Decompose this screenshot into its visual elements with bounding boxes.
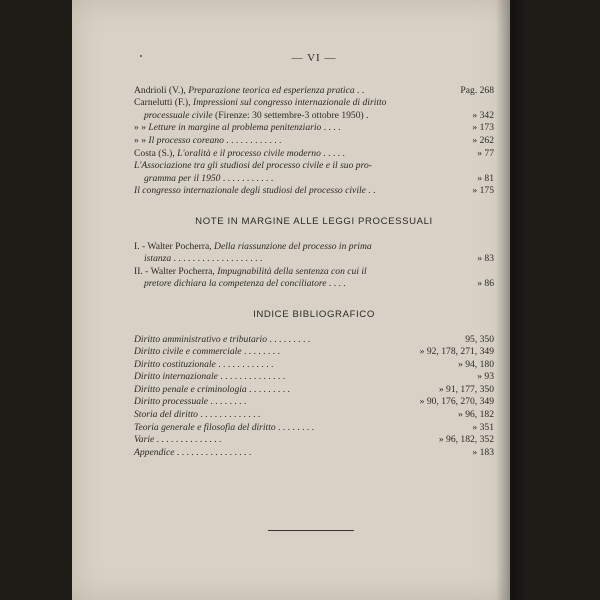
toc-title: L'oralità e il processo civile moderno — [177, 147, 321, 159]
toc-page-number: » 183 — [472, 446, 494, 458]
toc-line — [134, 447, 494, 460]
toc-page-number: » 342 — [472, 109, 494, 121]
toc-leader-dots: . . . . . . . . — [275, 421, 315, 433]
toc-title: Impugnabilità della sentenza con cui il — [217, 265, 367, 277]
toc-leader-dots: . . . . . . . . . . . . . . . . . . . — [171, 253, 263, 265]
toc-title: processuale civile — [144, 109, 213, 121]
toc-page-number: » 86 — [477, 278, 494, 290]
toc-page-number: » 175 — [472, 185, 494, 197]
toc-line — [134, 278, 494, 291]
toc-leader-dots: . . . . — [326, 278, 346, 290]
toc-author: II. - Walter Pocherra, — [134, 265, 218, 277]
toc-title: Storia del diritto — [134, 409, 198, 421]
section-title-notes: NOTE IN MARGINE ALLE LEGGI PROCESSUALI — [195, 215, 433, 227]
toc-title: Diritto processuale — [134, 396, 208, 408]
toc-leader-dots: . . . . . . . . . . . . . . — [154, 434, 222, 446]
toc-line — [134, 110, 494, 123]
toc-page-number: » 351 — [472, 421, 494, 433]
toc-line — [134, 346, 494, 359]
toc-page-number: » 173 — [472, 122, 494, 134]
toc-leader-dots: . . . . . . . . . — [267, 333, 311, 345]
toc-page-number: » 90, 176, 270, 349 — [419, 396, 494, 408]
toc-leader-dots: . . . . — [321, 122, 341, 134]
toc-title: Diritto internazionale — [134, 371, 218, 383]
toc-leader-dots: . . . . . . . . . . . — [220, 172, 274, 184]
notes-list — [134, 241, 494, 291]
toc-line — [134, 371, 494, 384]
toc-title: Della riassunzione del processo in prima — [214, 240, 372, 252]
toc-title: Letture in margine al problema penitenziario — [148, 122, 322, 134]
toc-title: Diritto penale e criminologia — [134, 383, 247, 395]
toc-author: Andrioli (V.), — [134, 84, 189, 96]
spine-shadow — [496, 0, 526, 600]
toc-leader-dots: . . . . . . . . — [208, 396, 247, 408]
toc-title: Teoria generale e filosofia del diritto — [134, 421, 276, 433]
toc-author: Carnelutti (F.), — [134, 97, 193, 109]
toc-extra: (Firenze: 30 settembre-3 ottobre 1950) — [212, 109, 364, 121]
toc-title: Appendice — [134, 446, 175, 458]
toc-title: Diritto civile e commerciale — [134, 346, 242, 358]
toc-leader-dots: . . — [354, 84, 365, 96]
toc-line — [134, 359, 494, 372]
toc-title: Preparazione teorica ed esperienza pratica — [188, 84, 355, 96]
toc-title: Diritto amministrativo e tributario — [134, 333, 267, 345]
toc-page-number: » 77 — [477, 147, 494, 159]
toc-leader-dots: . — [363, 109, 369, 121]
toc-line — [134, 148, 494, 161]
toc-page-number: » 91, 177, 350 — [438, 383, 494, 395]
biblio-list — [134, 334, 494, 460]
page-content — [134, 52, 494, 459]
toc-title: Il congresso internazionale degli studiosi del processo civile — [134, 185, 366, 197]
toc-line — [134, 122, 494, 135]
toc-line — [134, 97, 494, 110]
toc-line — [134, 422, 494, 435]
toc-title: Varie — [134, 434, 155, 446]
toc-author: » » — [134, 134, 149, 146]
toc-line — [134, 396, 494, 409]
page-folio: — VI — — [291, 52, 337, 64]
toc-line — [134, 185, 494, 198]
section-title-biblio: INDICE BIBLIOGRAFICO — [253, 308, 375, 320]
toc-page-number: » 94, 180 — [458, 358, 494, 370]
toc-leader-dots: . . . . . . . . . . . . . — [197, 409, 261, 421]
toc-line — [134, 384, 494, 397]
toc-leader-dots: . . . . . . . . . . . . — [223, 134, 282, 146]
toc-leader-dots: . . — [365, 185, 376, 197]
toc-line — [134, 434, 494, 447]
toc-page-number: » 83 — [477, 253, 494, 265]
toc-title: Il processo coreano — [148, 134, 224, 146]
toc-leader-dots: . . . . . — [320, 147, 345, 159]
toc-title: Impressioni sul congresso internazionale di diritto — [192, 97, 387, 109]
toc-line — [134, 135, 494, 148]
toc-page-number: » 92, 178, 271, 349 — [419, 346, 494, 358]
toc-line — [134, 85, 494, 98]
toc-leader-dots: . . . . . . . . . . . . . . . . — [174, 446, 252, 458]
toc-line — [134, 253, 494, 266]
toc-title: Diritto costituzionale — [134, 358, 216, 370]
toc-title: pretore dichiara la competenza del conciliatore — [144, 278, 327, 290]
toc-title: istanza — [144, 253, 172, 265]
toc-line — [134, 160, 494, 173]
toc-line — [134, 173, 494, 186]
toc-leader-dots: . . . . . . . . . . . . — [215, 358, 274, 370]
toc-title: gramma per il 1950 — [144, 172, 221, 184]
toc-page-number: » 96, 182, 352 — [438, 434, 494, 446]
toc-page-number: » 96, 182 — [458, 409, 494, 421]
toc-leader-dots: . . . . . . . . — [241, 346, 280, 358]
toc-line — [134, 266, 494, 279]
articles-list — [134, 85, 494, 198]
toc-page-number: 95, 350 — [465, 333, 494, 345]
toc-page-number: » 93 — [477, 371, 494, 383]
toc-leader-dots: . . . . . . . . . — [246, 383, 290, 395]
toc-author: Costa (S.), — [134, 147, 178, 159]
toc-author: » » — [134, 122, 149, 134]
toc-title: L'Associazione tra gli studiosi del processo civile e il suo pro- — [134, 160, 372, 172]
toc-line — [134, 334, 494, 347]
toc-page-number: » 262 — [472, 134, 494, 146]
toc-page-number: Pag. 268 — [460, 84, 494, 96]
toc-author: I. - Walter Pocherra, — [134, 240, 215, 252]
toc-line — [134, 409, 494, 422]
toc-line — [134, 241, 494, 254]
toc-page-number: » 81 — [477, 172, 494, 184]
closing-rule — [268, 530, 354, 531]
toc-leader-dots: . . . . . . . . . . . . . . — [217, 371, 286, 383]
